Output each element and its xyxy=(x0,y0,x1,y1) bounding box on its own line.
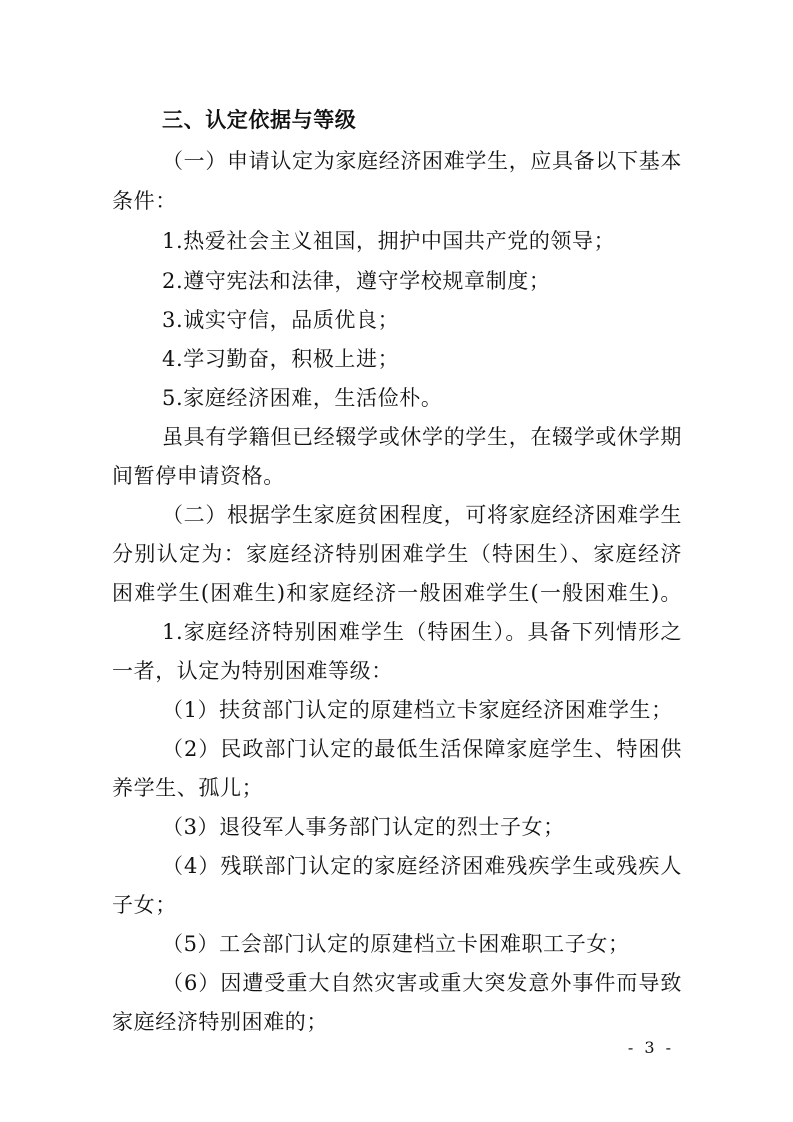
list-item: 1.热爱社会主义祖国，拥护中国共产党的领导； xyxy=(162,229,616,253)
list-item: 4.学习勤奋，积极上进； xyxy=(162,347,400,371)
paragraph-line: 困难学生(困难生)和家庭经济一般困难学生(一般困难生)。 xyxy=(112,581,682,605)
paragraph-line: 条件： xyxy=(112,189,177,213)
list-item: （1）扶贫部门认定的原建档立卡家庭经济困难学生； xyxy=(162,698,673,722)
paragraph-line: 分别认定为：家庭经济特别困难学生（特困生）、家庭经济 xyxy=(112,542,682,566)
paragraph-line: （二）根据学生家庭贫困程度，可将家庭经济困难学生 xyxy=(162,503,682,527)
paragraph-line: 间暂停申请资格。 xyxy=(112,464,285,488)
section-heading: 三、认定依据与等级 xyxy=(162,107,357,132)
page-number: - 3 - xyxy=(627,1038,675,1057)
list-item: （6）因遭受重大自然灾害或重大突发意外事件而导致 xyxy=(162,971,682,995)
paragraph-line: 养学生、孤儿； xyxy=(112,776,264,800)
paragraph-line: 家庭经济特别困难的； xyxy=(112,1010,328,1034)
paragraph-line: 子女； xyxy=(112,893,177,917)
list-item: （4）残联部门认定的家庭经济困难残疾学生或残疾人 xyxy=(162,854,682,878)
list-item: 3.诚实守信，品质优良； xyxy=(162,308,400,332)
list-item: （3）退役军人事务部门认定的烈士子女； xyxy=(162,815,565,839)
paragraph-line: 虽具有学籍但已经辍学或休学的学生，在辍学或休学期 xyxy=(162,425,682,449)
list-item: （5）工会部门认定的原建档立卡困难职工子女； xyxy=(162,932,630,956)
list-item: 2.遵守宪法和法律，遵守学校规章制度； xyxy=(162,269,551,293)
paragraph-line: 一者，认定为特别困难等级： xyxy=(112,659,393,683)
list-item: 5.家庭经济困难，生活俭朴。 xyxy=(162,386,443,410)
paragraph-line: （一）申请认定为家庭经济困难学生，应具备以下基本 xyxy=(162,149,682,173)
list-item: （2）民政部门认定的最低生活保障家庭学生、特困供 xyxy=(162,737,682,761)
paragraph-line: 1.家庭经济特别困难学生（特困生）。具备下列情形之 xyxy=(162,620,682,644)
